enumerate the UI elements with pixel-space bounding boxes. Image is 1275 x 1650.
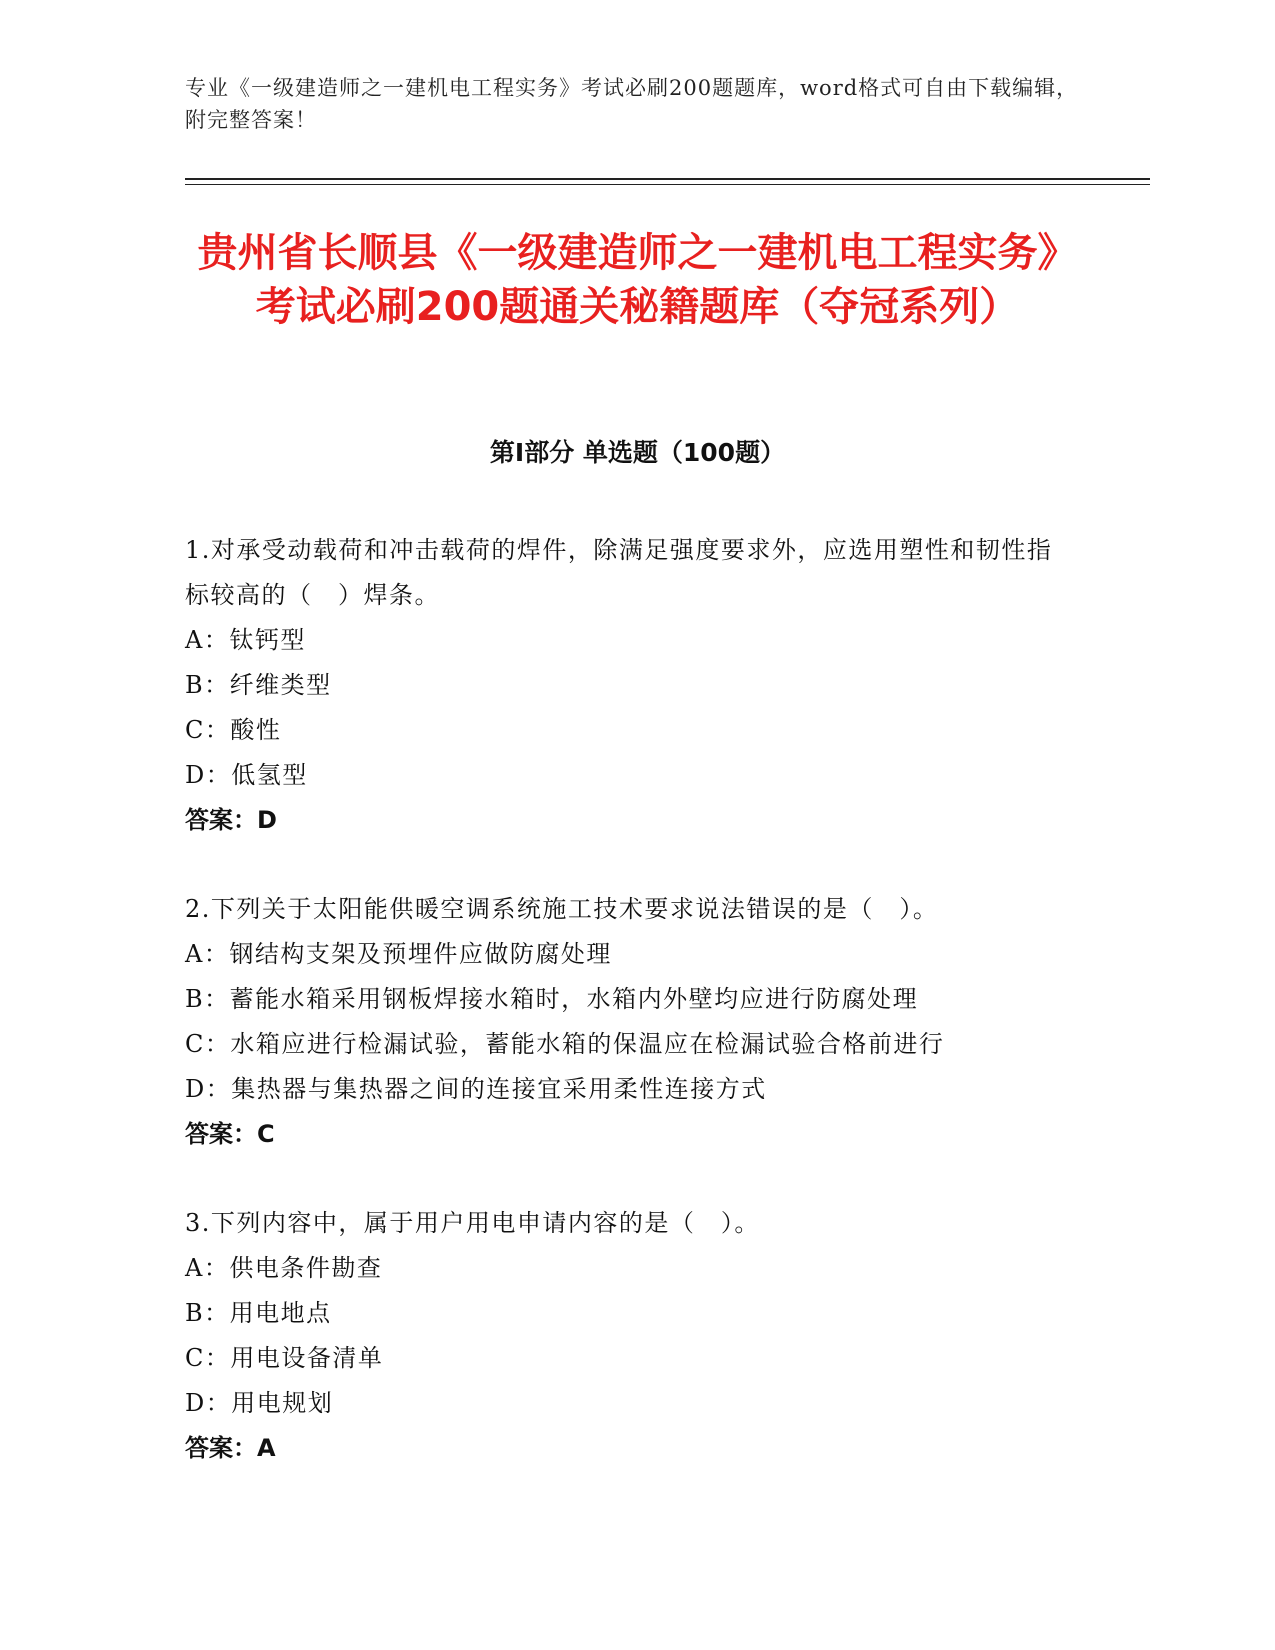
option-key: B： (185, 671, 230, 699)
option-key: B： (185, 985, 230, 1013)
option-text: 低氢型 (231, 761, 308, 789)
option-text: 钢结构支架及预埋件应做防腐处理 (229, 940, 612, 968)
option-text: 用电地点 (229, 1299, 332, 1327)
option-key: A： (185, 626, 230, 654)
option-text: 供电条件勘查 (229, 1254, 383, 1282)
option-key: D： (185, 1075, 232, 1103)
option-a (185, 1246, 1065, 1291)
section-title: 第I部分 单选题（100题） (489, 438, 786, 467)
question-3 (185, 1201, 1065, 1471)
question-1 (185, 528, 1065, 843)
option-key: B： (185, 1299, 230, 1327)
header-rule-thick (185, 178, 1150, 180)
document-title: 贵州省长顺县《一级建造师之一建机电工程实务》考试必刷200题通关秘籍题库（夺冠系列） (197, 230, 1078, 330)
option-d (185, 753, 1065, 798)
option-key: C： (185, 1030, 231, 1058)
option-key: D： (185, 761, 232, 789)
option-b (185, 1291, 1065, 1336)
question-list (185, 528, 1065, 1515)
option-key: A： (185, 940, 230, 968)
option-text: 集热器与集热器之间的连接宜采用柔性连接方式 (231, 1075, 767, 1103)
option-text: 纤维类型 (229, 671, 332, 699)
question-stem: 3.下列内容中，属于用户用电申请内容的是（ ）。 (185, 1209, 760, 1237)
answer: 答案：D (185, 806, 277, 834)
question-stem: 1.对承受动载荷和冲击载荷的焊件，除满足强度要求外，应选用塑性和韧性指标较高的（ ）焊条。 (185, 536, 1053, 609)
option-key: D： (185, 1389, 232, 1417)
option-key: C： (185, 1344, 231, 1372)
option-text: 钛钙型 (229, 626, 306, 654)
question-stem: 2.下列关于太阳能供暖空调系统施工技术要求说法错误的是（ ）。 (185, 895, 939, 923)
header-note: 专业《一级建造师之一建机电工程实务》考试必刷200题题库，word格式可自由下载编辑，附完整答案！ (185, 76, 1079, 132)
option-c (185, 1022, 1065, 1067)
option-c (185, 1336, 1065, 1381)
option-key: C： (185, 716, 231, 744)
option-text: 酸性 (230, 716, 282, 744)
option-a (185, 932, 1065, 977)
header-rule-thin (185, 184, 1150, 185)
option-a (185, 618, 1065, 663)
answer: 答案：A (185, 1434, 276, 1462)
option-text: 水箱应进行检漏试验，蓄能水箱的保温应在检漏试验合格前进行 (230, 1030, 945, 1058)
option-text: 用电规划 (231, 1389, 334, 1417)
option-b (185, 977, 1065, 1022)
option-text: 用电设备清单 (230, 1344, 384, 1372)
question-2 (185, 887, 1065, 1157)
option-text: 蓄能水箱采用钢板焊接水箱时，水箱内外壁均应进行防腐处理 (229, 985, 919, 1013)
option-d (185, 1381, 1065, 1426)
option-d (185, 1067, 1065, 1112)
answer: 答案：C (185, 1120, 275, 1148)
option-b (185, 663, 1065, 708)
option-key: A： (185, 1254, 230, 1282)
option-c (185, 708, 1065, 753)
